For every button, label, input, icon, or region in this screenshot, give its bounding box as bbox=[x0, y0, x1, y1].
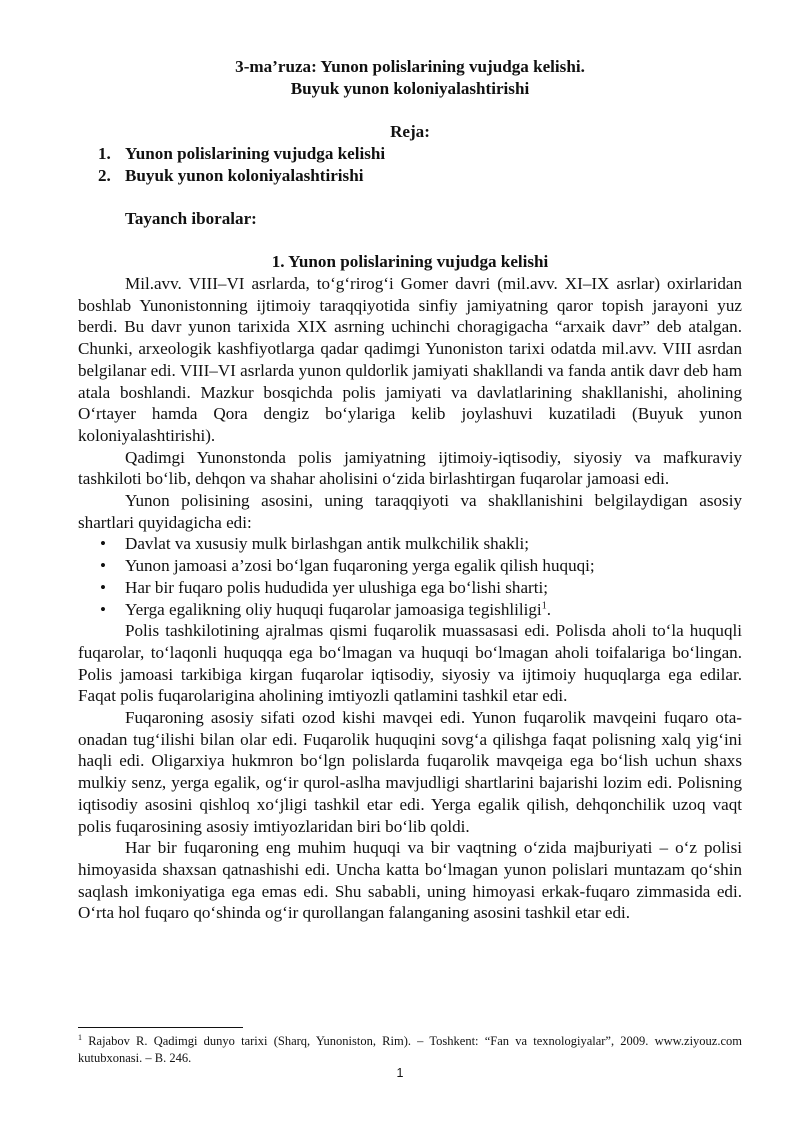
conditions-list bbox=[78, 533, 742, 620]
plan-list bbox=[78, 143, 742, 186]
footnote-number: 1 bbox=[78, 1032, 82, 1042]
bullet-icon: • bbox=[100, 534, 106, 554]
list-item-end: . bbox=[546, 599, 551, 619]
spacer bbox=[78, 186, 742, 208]
plan-heading: Reja: bbox=[390, 122, 430, 142]
page-number: 1 bbox=[396, 1066, 404, 1080]
list-item bbox=[78, 533, 742, 555]
footnote bbox=[78, 1033, 742, 1067]
paragraph: Har bir fuqaroning eng muhim huquqi va bir vaqtning o‘zida majburiyati – o‘z polisi himoyasida shaxsan qatnashishi edi. Uncha katta bo‘lmagan yunon polislari muntazam qo‘shin saqlash imkoniyatiga ega emas edi. Shu sababli, uning himoyasi erkak-fuqaro zimmasida edi. O‘rta hol fuqaro qo‘shinda og‘ir qurollangan falanganing asosini tashkil etar edi. bbox=[78, 838, 742, 923]
list-item bbox=[78, 599, 742, 621]
plan-item-text: Buyuk yunon koloniyalashtirishi bbox=[125, 165, 364, 185]
footnote-separator bbox=[78, 1027, 243, 1028]
footnote-text: Rajabov R. Qadimgi dunyo tarixi (Sharq, Yunoniston, Rim). – Toshkent: “Fan va texnologiyalar”, 2009. www.ziyouz.com kutubxonasi. – B. 246. bbox=[78, 1034, 742, 1065]
paragraph: Mil.avv. VIII–VI asrlarda, to‘g‘rirog‘i Gomer davri (mil.avv. XI–IX asrlar) oxirlaridan boshlab Yunonistonning ijtimoiy taraqqiyotida sinfiy jamiyatning qaror topish jarayoni yuz berdi. Bu davr yunon tarixida XIX asrning uchinchi choragigacha “arxaik davr” deb atalgan. Chunki, arxeologik kashfiyotlarga qadar qadimgi Yunoniston tarixi odatda mil.avv. VIII asrdan belgilanar edi. VIII–VI asrlarda yunon quldorlik jamiyati shakllandi va fanda antik davr deb ham atala boshlandi. Mazkur bosqichda polis jamiyati va davlatlarining shakllanishi, aholining O‘rtayer hamda Qora dengiz bo‘ylariga kelib joylashuvi kuzatiladi (Buyuk yunon koloniyalashtirishi). bbox=[78, 273, 742, 445]
list-item-text: Davlat va xususiy mulk birlashgan antik mulkchilik shakli; bbox=[125, 534, 530, 554]
spacer bbox=[78, 230, 742, 252]
bullet-icon: • bbox=[100, 577, 106, 597]
plan-item-number: 1. bbox=[98, 143, 111, 163]
paragraph: Fuqaroning asosiy sifati ozod kishi mavqei edi. Yunon fuqarolik mavqeini fuqaro ota-onadan tug‘ilishi bilan olar edi. Fuqarolik huquqini sovg‘a qilishga faqat polisning xalq yig‘ini haqli edi. Oligarxiya hukmron bo‘lgn polislarda fuqarolik mavqeiga ega bo‘lish uchun shaxs mulkiy senz, yerga egalik, og‘ir qurol-aslha mavjudligi shartlarini bajarishi lozim edi. Polisning iqtisodiy asosini qishloq xo‘jligi tashkil etar edi. Yerga egalik qilish, dehqonchilik uzoq vaqt polis fuqarosining asosiy imtiyozlaridan biri bo‘lib qoldi. bbox=[78, 708, 742, 836]
footnote-reference[interactable]: 1 bbox=[541, 599, 547, 611]
plan-item-text: Yunon polislarining vujudga kelishi bbox=[125, 143, 386, 163]
paragraph: Qadimgi Yunonstonda polis jamiyatning ijtimoiy-iqtisodiy, siyosiy va mafkuraviy tashkiloti bo‘lib, dehqon va shahar aholisini o‘zida birlashtirgan fuqarolar jamoasi edi. bbox=[78, 447, 742, 489]
list-item-text: Har bir fuqaro polis hududida yer ulushiga ega bo‘lishi sharti; bbox=[125, 577, 548, 597]
list-item-text: Yerga egalikning oliy huquqi fuqarolar jamoasiga tegishliligi bbox=[125, 599, 542, 619]
paragraph: Polis tashkilotining ajralmas qismi fuqarolik muassasasi edi. Polisda aholi to‘la huquqli fuqarolar, to‘laqonli huquqqa ega bo‘lmagan va huquqi bo‘lmagan aholi toifalariga bo‘lingan. Polis jamoasi tarkibiga kirgan fuqarolar iqtisodiy, siyosiy va ijtimoiy huquqlarga ega edilar. Faqat polis fuqarolarigina aholining imtiyozli qatlamini tashkil etar edi. bbox=[78, 621, 742, 706]
list-item-text: Yunon jamoasi a’zosi bo‘lgan fuqaroning yerga egalik qilish huquqi; bbox=[125, 556, 595, 576]
keywords-heading: Tayanch iboralar: bbox=[125, 208, 257, 228]
list-item bbox=[78, 555, 742, 577]
lecture-title-line1: 3-ma’ruza: Yunon polislarining vujudga kelishi. bbox=[235, 57, 585, 76]
plan-item bbox=[78, 143, 742, 165]
plan-item bbox=[78, 165, 742, 187]
document-page bbox=[78, 56, 742, 924]
section-heading: 1. Yunon polislarining vujudga kelishi bbox=[271, 252, 549, 272]
list-item bbox=[78, 577, 742, 599]
spacer bbox=[78, 99, 742, 121]
lecture-title-line2: Buyuk yunon koloniyalashtirishi bbox=[290, 78, 530, 98]
bullet-icon: • bbox=[100, 599, 106, 619]
bullet-icon: • bbox=[100, 556, 106, 576]
plan-item-number: 2. bbox=[98, 165, 111, 185]
paragraph: Yunon polisining asosini, uning taraqqiyoti va shakllanishini belgilaydigan asosiy shartlari quyidagicha edi: bbox=[78, 491, 742, 532]
